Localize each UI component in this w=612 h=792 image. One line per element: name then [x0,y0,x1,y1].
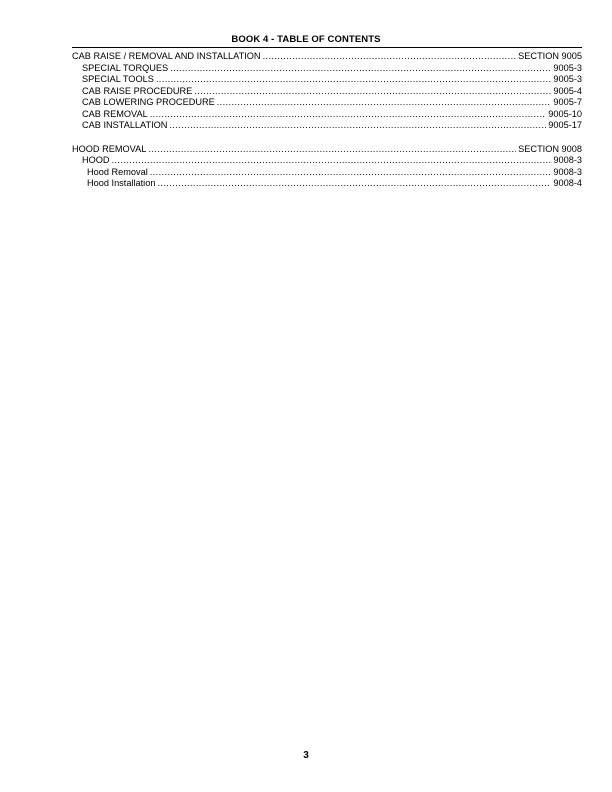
toc-section-ref: SECTION 9005 [518,51,582,61]
toc-entry-label: HOOD [82,155,110,165]
page-number: 3 [303,750,309,761]
dot-leader [156,74,552,86]
toc-entry-label: SPECIAL TOOLS [82,74,154,84]
toc-entry[interactable] [72,74,582,86]
toc-entry-page: 9005-4 [553,85,582,96]
toc-subentry-label: Hood Removal [87,166,148,177]
toc-subentry[interactable] [72,178,582,190]
toc-entry[interactable] [72,120,582,132]
toc-entry[interactable] [72,155,582,167]
dot-leader [169,120,546,132]
toc-heading[interactable] [72,51,582,63]
toc-entry-page: 9005-17 [548,120,582,130]
toc-entry-label: SPECIAL TORQUES [82,62,169,73]
toc-subentry[interactable] [72,167,582,179]
toc-subentry-label: Hood Installation [87,178,156,188]
page-title: BOOK 4 - TABLE OF CONTENTS [231,34,381,45]
toc-entry-label: CAB LOWERING PROCEDURE [82,97,215,107]
table-of-contents [72,51,582,202]
dot-leader [217,97,552,109]
toc-entry-page: 9005-10 [548,108,582,119]
toc-section-cab [72,51,582,132]
toc-entry-page: 9008-3 [553,155,582,165]
toc-entry-page: 9005-7 [553,97,582,107]
toc-entry-label: CAB RAISE PROCEDURE [82,85,193,96]
toc-subentry-page: 9008-3 [553,166,582,177]
toc-entry[interactable] [72,97,582,109]
toc-heading-label: CAB RAISE / REMOVAL AND INSTALLATION [72,51,261,61]
dot-leader [263,51,517,63]
toc-entry[interactable] [72,109,582,121]
dot-leader [150,109,547,121]
toc-subentry-page: 9008-4 [553,178,582,188]
toc-section-hood [72,144,582,190]
title-rule [72,47,582,48]
dot-leader [157,178,551,190]
toc-section-ref: SECTION 9008 [518,143,582,154]
toc-heading-label: HOOD REMOVAL [72,143,147,154]
toc-entry-page: 9005-3 [553,74,582,84]
dot-leader [112,155,552,167]
dot-leader [194,86,551,98]
dot-leader [148,144,516,156]
dot-leader [150,167,552,179]
toc-entry-label: CAB REMOVAL [82,108,148,119]
toc-entry[interactable] [72,86,582,98]
toc-entry[interactable] [72,63,582,75]
dot-leader [170,63,551,75]
toc-heading[interactable] [72,144,582,156]
toc-entry-label: CAB INSTALLATION [82,120,168,130]
toc-entry-page: 9005-3 [553,62,582,73]
